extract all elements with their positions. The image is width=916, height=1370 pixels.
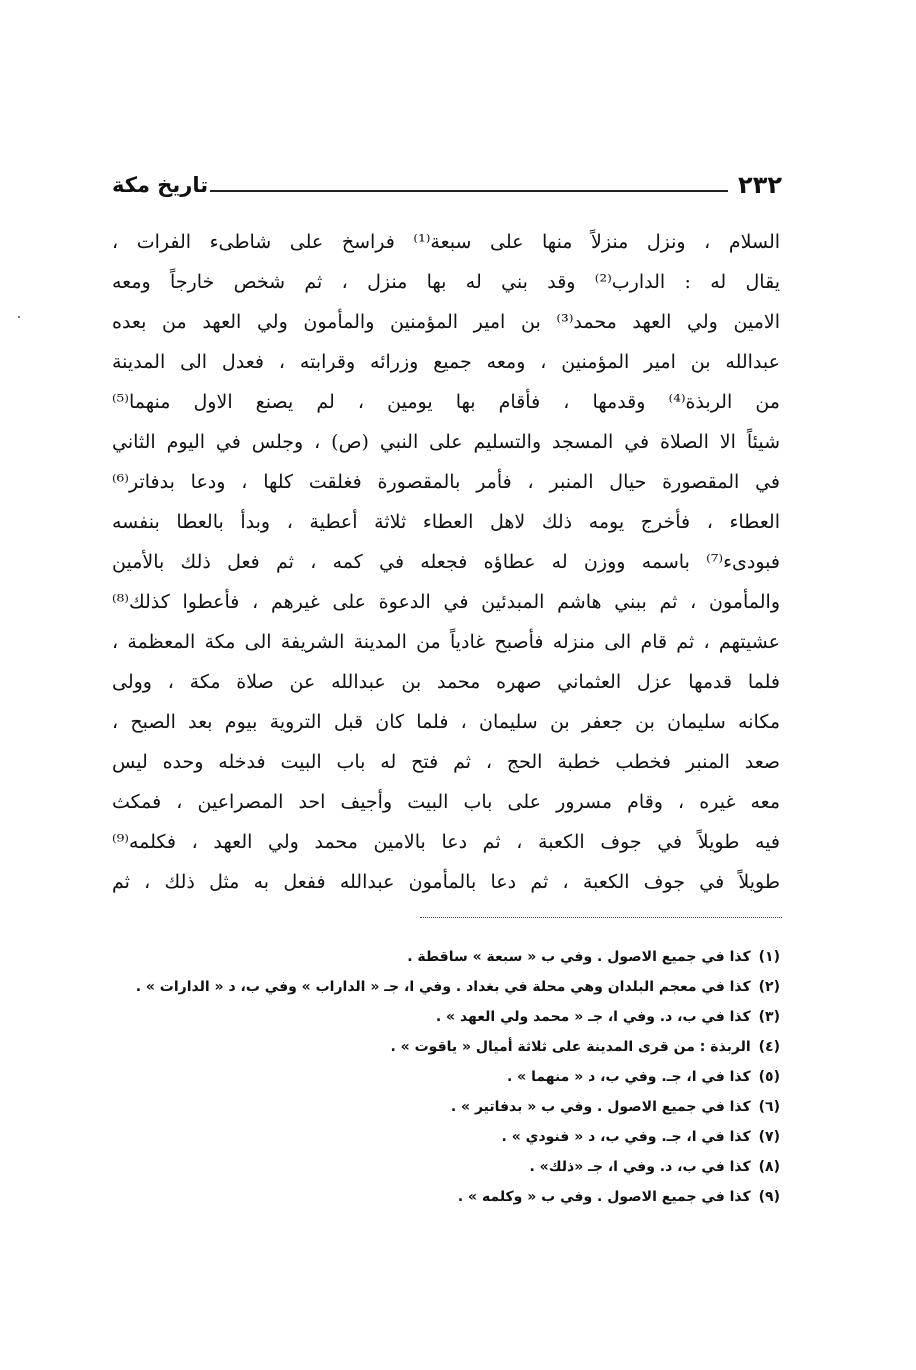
text-line: العطاء ، فأخرج يومه ذلك لاهل العطاء ثلاثة أعطية ، وبدأ بالعطا بنفسه <box>112 511 780 533</box>
text-line: عشيتهم ، ثم قام الى منزله فأصبح غادياً من المدينة الشريفة الى مكة المعظمة ، <box>112 631 780 653</box>
footnote <box>250 1062 780 1092</box>
footnote <box>250 942 780 972</box>
text-line: فيه طويلاً في جوف الكعبة ، ثم دعا بالامين محمد ولي العهد ، فكلمه⁽⁹⁾ <box>112 831 780 853</box>
running-title: تاريخ مكة <box>112 173 209 197</box>
footnote-number: (٣) <box>758 1009 780 1025</box>
text-line: والمأمون ، ثم ببني هاشم المبدئين في الدعوة على غيرهم ، فأعطوا كذلك⁽⁸⁾ <box>112 591 780 613</box>
footnote-number: (٥) <box>758 1069 780 1085</box>
footnote <box>250 1002 780 1032</box>
footnote <box>250 1092 780 1122</box>
text-line: السلام ، ونزل منزلاً منها على سبعة⁽¹⁾ فراسخ على شاطىء الفرات ، <box>112 231 780 253</box>
footnote-text: كذا في ا، جـ. وفي ب، د « فنودي » . <box>501 1129 751 1145</box>
footnote-number: (٩) <box>758 1189 780 1205</box>
text-line: من الربذة⁽⁴⁾ وقدمها ، فأقام بها يومين ، لم يصنع الاول منهما⁽⁵⁾ <box>112 391 780 413</box>
footnote-number: (٢) <box>758 979 780 995</box>
text-line: فلما قدمها عزل العثماني صهره محمد بن عبدالله عن صلاة مكة ، وولى <box>112 671 780 693</box>
text-line: يقال له : الدارب⁽²⁾ وقد بني له بها منزل ، ثم شخص خارجاً ومعه <box>112 271 780 293</box>
footnote-text: الربذة : من قرى المدينة على ثلاثة أميال « ياقوت » . <box>390 1039 751 1055</box>
footnote-text: كذا في معجم البلدان وهي محلة في بغداد . وفي ا، جـ « الداراب » وفي ب، د « الدارات » . <box>135 979 751 995</box>
main-text <box>112 222 780 902</box>
text-line: شيئاً الا الصلاة في المسجد والتسليم على النبي (ص) ، وجلس في اليوم الثاني <box>112 431 780 453</box>
text-line: في المقصورة حيال المنبر ، فأمر بالمقصورة فغلقت كلها ، ودعا بدفاتر⁽⁶⁾ <box>112 471 780 493</box>
footnote-number: (٨) <box>758 1159 780 1175</box>
text-line: معه غيره ، وقام مسرور على باب البيت وأجيف احد المصراعين ، فمكث <box>112 791 780 813</box>
text-line: فبودىء⁽⁷⁾ باسمه ووزن له عطاؤه فجعله في كمه ، ثم فعل ذلك بالأمين <box>112 551 780 573</box>
text-line: الامين ولي العهد محمد⁽³⁾ بن امير المؤمنين والمأمون ولي العهد من بعده <box>112 311 780 333</box>
footnotes <box>135 942 780 1212</box>
text-line: صعد المنبر فخطب خطبة الحج ، ثم فتح له باب البيت فدخله وحده ليس <box>112 751 780 773</box>
footnote-text: كذا في جميع الاصول . وفي ب « وكلمه » . <box>457 1189 751 1205</box>
page-number: ٢٣٢ <box>738 171 782 199</box>
scan-speck <box>18 316 20 318</box>
footnote-text: كذا في جميع الاصول . وفي ب « سبعة » ساقطة . <box>407 949 751 965</box>
footnote <box>135 972 780 1002</box>
footnote <box>250 1182 780 1212</box>
footnote <box>250 1152 780 1182</box>
text-line: مكانه سليمان بن جعفر بن سليمان ، فلما كان قبل التروية بيوم بعد الصبح ، <box>112 711 780 733</box>
footnote-text: كذا في ب، د. وفي ا، جـ «ذلك» . <box>529 1159 751 1175</box>
page-header <box>112 160 782 200</box>
header-rule <box>210 190 728 192</box>
footnote-number: (٧) <box>758 1129 780 1145</box>
footnote <box>250 1122 780 1152</box>
text-line: عبدالله بن امير المؤمنين ، ومعه جميع وزرائه وقرابته ، فعدل الى المدينة <box>112 351 780 373</box>
footnote-text: كذا في ا، جـ. وفي ب، د « منهما » . <box>506 1069 751 1085</box>
footnote <box>250 1032 780 1062</box>
footnote-number: (٤) <box>758 1039 780 1055</box>
footnote-number: (٦) <box>758 1099 780 1115</box>
footnote-text: كذا في جميع الاصول . وفي ب « بدفاتير » . <box>450 1099 751 1115</box>
text-line: طويلاً في جوف الكعبة ، ثم دعا بالمأمون عبدالله ففعل به مثل ذلك ، ثم <box>112 871 780 893</box>
footnote-text: كذا في ب، د. وفي ا، جـ « محمد ولي العهد » . <box>435 1009 751 1025</box>
footnote-separator <box>420 917 782 918</box>
footnote-number: (١) <box>758 949 780 965</box>
